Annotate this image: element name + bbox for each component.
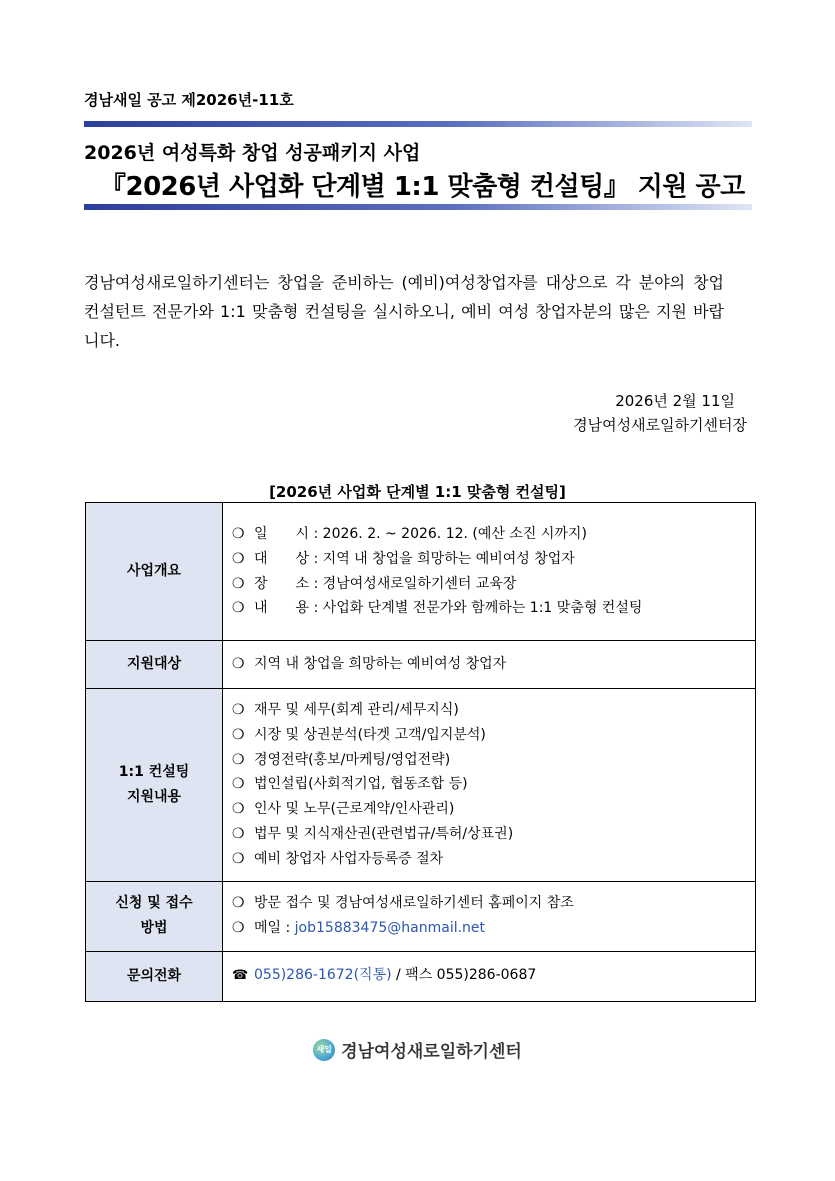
table-row-consulting bbox=[86, 689, 756, 882]
row-content-overview bbox=[223, 503, 756, 641]
circle-bullet-icon: ❍ bbox=[232, 726, 245, 743]
phone-icon: ☎ bbox=[232, 968, 249, 984]
email-link[interactable]: job15883475@hanmail.net bbox=[294, 920, 486, 937]
issuer-name: 경남여성새로일하기센터장 bbox=[573, 416, 747, 434]
list-item: ❍ 장 소 : 경남여성새로일하기센터 교육장 bbox=[232, 572, 747, 597]
info-table bbox=[85, 502, 756, 1002]
fax-number: / 팩스 055)286-0687 bbox=[391, 967, 537, 984]
title-bar-bottom bbox=[84, 204, 752, 210]
circle-bullet-icon: ❍ bbox=[232, 656, 245, 673]
table-row-overview bbox=[86, 503, 756, 641]
list-item: ❍ 지역 내 창업을 희망하는 예비여성 창업자 bbox=[232, 652, 747, 677]
list-item: ❍ 시장 및 상권분석(타겟 고객/입지분석) bbox=[232, 723, 747, 748]
list-item: ❍ 법무 및 지식재산권(관련법규/특허/상표권) bbox=[232, 822, 747, 847]
circle-bullet-icon: ❍ bbox=[232, 751, 245, 768]
circle-bullet-icon: ❍ bbox=[232, 702, 245, 718]
circle-bullet-icon: ❍ bbox=[232, 850, 245, 867]
program-subtitle: 2026년 여성특화 창업 성공패키지 사업 bbox=[84, 142, 421, 164]
circle-bullet-icon: ❍ bbox=[232, 525, 245, 542]
notice-number: 경남새일 공고 제2026년-11호 bbox=[84, 91, 294, 109]
title-bar-top bbox=[84, 121, 752, 127]
list-item: ❍ 메일 : job15883475@hanmail.net bbox=[232, 916, 747, 941]
list-item: ❍ 재무 및 세무(회계 관리/세무지식) bbox=[232, 698, 747, 723]
row-label-contact: 문의전화 bbox=[86, 951, 223, 1001]
phone-link[interactable]: 055)286-1672(직통) bbox=[254, 967, 392, 984]
row-content-apply bbox=[223, 881, 756, 951]
page-title: 『2026년 사업화 단계별 1:1 맞춤형 컨설팅』 지원 공고 bbox=[100, 172, 745, 202]
list-item: ❍ 일 시 : 2026. 2. ~ 2026. 12. (예산 소진 시까지) bbox=[232, 522, 747, 547]
row-content-consulting bbox=[223, 689, 756, 882]
row-content-target bbox=[223, 641, 756, 689]
list-item: ❍ 예비 창업자 사업자등록증 절차 bbox=[232, 847, 747, 872]
list-item: ❍ 방문 접수 및 경남여성새로일하기센터 홈페이지 참조 bbox=[232, 891, 747, 916]
row-label-overview: 사업개요 bbox=[86, 503, 223, 641]
table-row-target bbox=[86, 641, 756, 689]
circle-bullet-icon: ❍ bbox=[232, 825, 245, 842]
circle-bullet-icon: ❍ bbox=[232, 600, 245, 617]
row-label-target: 지원대상 bbox=[86, 641, 223, 689]
row-content-contact bbox=[223, 951, 756, 1001]
table-row-contact bbox=[86, 951, 756, 1001]
circle-bullet-icon: ❍ bbox=[232, 920, 245, 937]
footer bbox=[0, 1037, 835, 1062]
table-row-apply bbox=[86, 881, 756, 951]
circle-bullet-icon: ❍ bbox=[232, 801, 245, 818]
list-item: ❍ 인사 및 노무(근로계약/인사관리) bbox=[232, 797, 747, 822]
org-logo bbox=[313, 1037, 522, 1062]
saeil-logo-icon: 새일 bbox=[313, 1039, 335, 1061]
notice-date: 2026년 2월 11일 bbox=[615, 392, 735, 410]
circle-bullet-icon: ❍ bbox=[232, 575, 245, 592]
intro-paragraph: 경남여성새로일하기센터는 창업을 준비하는 (예비)여성창업자를 대상으로 각 분야의 창업 컨설턴트 전문가와 1:1 맞춤형 컨설팅을 실시하오니, 예비 여성 창업자분의 많은 지원 바랍니다. bbox=[84, 273, 724, 350]
list-item: ❍ 법인설립(사회적기업, 협동조합 등) bbox=[232, 772, 747, 797]
org-name: 경남여성새로일하기센터 bbox=[341, 1042, 522, 1062]
circle-bullet-icon: ❍ bbox=[232, 895, 245, 912]
row-label-apply: 신청 및 접수 방법 bbox=[86, 881, 223, 951]
row-label-consulting: 1:1 컨설팅 지원내용 bbox=[86, 689, 223, 882]
circle-bullet-icon: ❍ bbox=[232, 776, 245, 793]
list-item: ❍ 대 상 : 지역 내 창업을 희망하는 예비여성 창업자 bbox=[232, 547, 747, 572]
contact-line bbox=[232, 963, 747, 989]
table-title: [2026년 사업화 단계별 1:1 맞춤형 컨설팅] bbox=[269, 483, 566, 501]
list-item: ❍ 내 용 : 사업화 단계별 전문가와 함께하는 1:1 맞춤형 컨설팅 bbox=[232, 596, 747, 621]
list-item: ❍ 경영전략(홍보/마케팅/영업전략) bbox=[232, 748, 747, 773]
circle-bullet-icon: ❍ bbox=[232, 550, 245, 567]
